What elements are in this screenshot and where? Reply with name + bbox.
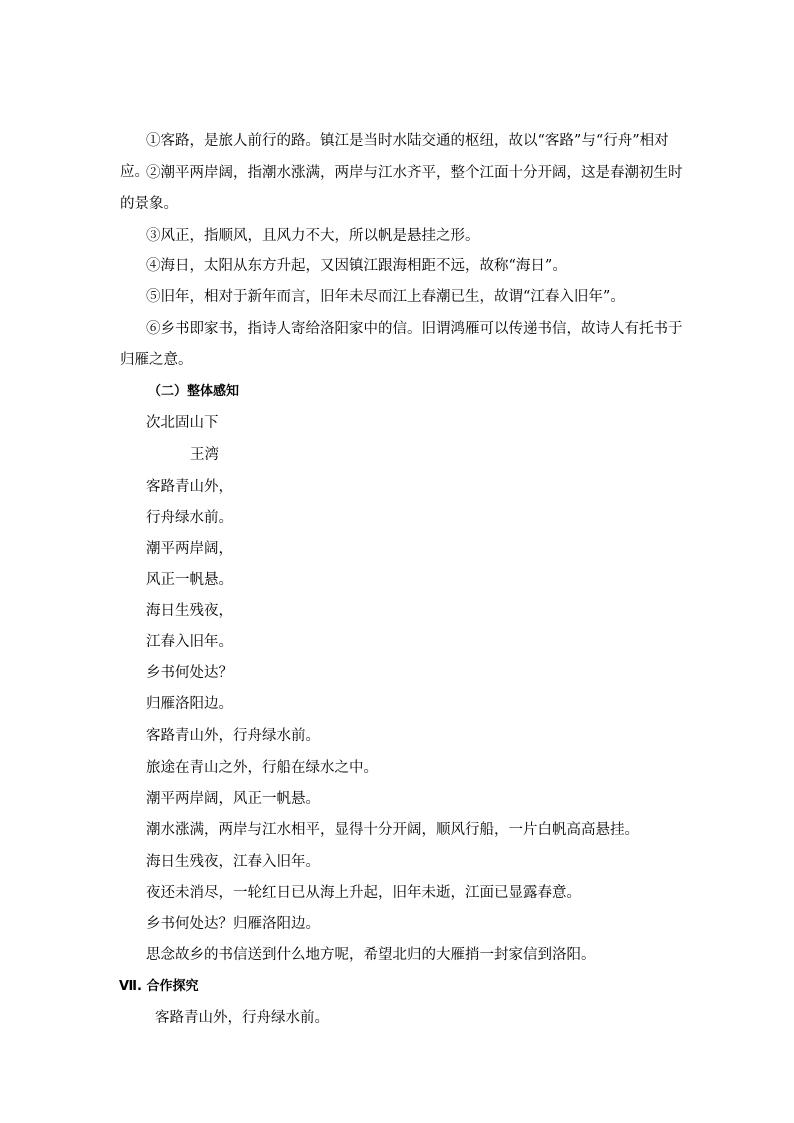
- note-2: ②潮平两岸阔，指潮水涨满，两岸与江水齐平，整个江面十分开阔，这是春潮初生时的景象。: [120, 165, 683, 212]
- translation-line: 夜还未消尽，一轮红日已从海上升起，旧年未逝，江面已显露春意。: [146, 885, 581, 901]
- section-7-first-line: 客路青山外，行舟绿水前。: [155, 1010, 329, 1026]
- note-5: ⑤旧年，相对于新年而言，旧年未尽而江上春潮已生，故谓“江春入旧年”。: [146, 289, 625, 305]
- poem-line: 乡书何处达？: [146, 665, 233, 681]
- note-1: ①客路，是旅人前行的路。镇江是当时水陆交通的枢纽，故以“客路”与“行舟”相对应。: [120, 133, 669, 180]
- section-7-numeral: Ⅶ.: [119, 979, 142, 994]
- section-7-title: 合作探究: [146, 979, 199, 994]
- poem-title: 次北固山下: [146, 415, 219, 431]
- section-heading: （二）整体感知: [148, 384, 240, 399]
- poem-line: 江春入旧年。: [146, 634, 233, 650]
- translation-line: 潮平两岸阔，风正一帆悬。: [146, 791, 320, 807]
- translation-line: 潮水涨满，两岸与江水相平，显得十分开阔，顺风行船，一片白帆高高悬挂。: [146, 822, 639, 838]
- poem-line: 潮平两岸阔，: [146, 541, 233, 557]
- poem-line: 归雁洛阳边。: [146, 696, 233, 712]
- section-7-heading: [119, 977, 199, 997]
- poem-line: 客路青山外，: [146, 479, 233, 495]
- translation-line: 旅途在青山之外，行船在绿水之中。: [146, 760, 378, 776]
- translation-line: 海日生残夜，江春入旧年。: [146, 854, 320, 870]
- translation-line: 乡书何处达？归雁洛阳边。: [146, 916, 320, 932]
- translation-line: 客路青山外，行舟绿水前。: [146, 728, 320, 744]
- note-6: ⑥乡书即家书，指诗人寄给洛阳家中的信。旧谓鸿雁可以传递书信，故诗人有托书于归雁之意。: [120, 321, 683, 368]
- translation-line: 思念故乡的书信送到什么地方呢，希望北归的大雁捎一封家信到洛阳。: [146, 947, 596, 963]
- poem-author: 王湾: [190, 447, 219, 463]
- note-3: ③风正，指顺风，且风力不大，所以帆是悬挂之形。: [146, 228, 480, 244]
- poem-line: 海日生残夜，: [146, 603, 233, 619]
- poem-line: 风正一帆悬。: [146, 572, 233, 588]
- poem-line: 行舟绿水前。: [146, 510, 233, 526]
- note-4: ④海日，太阳从东方升起，又因镇江跟海相距不远，故称“海日”。: [146, 258, 567, 274]
